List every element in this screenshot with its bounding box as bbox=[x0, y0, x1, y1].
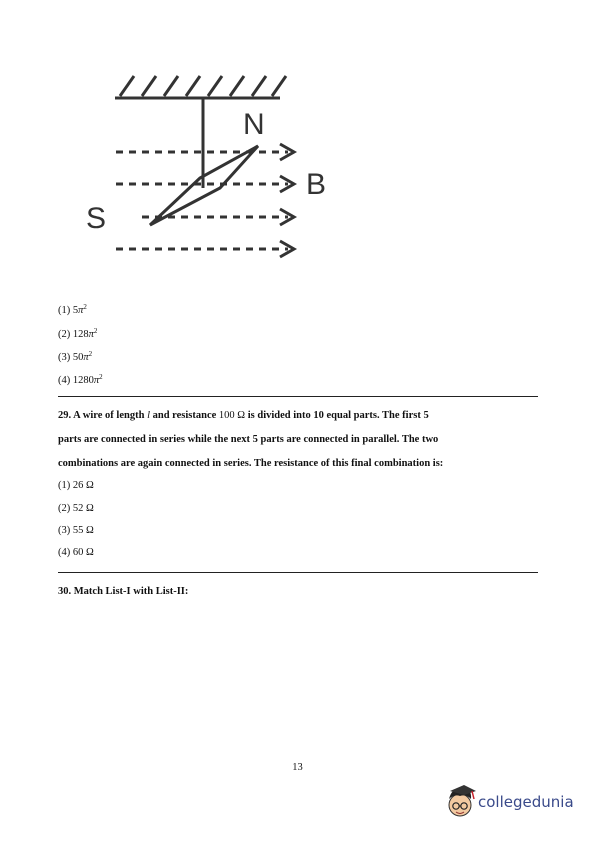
q29-question-line-1: 29. A wire of length l and resistance 100 Ω is divided into 10 equal parts. The first 5 bbox=[58, 410, 429, 421]
q30-question: 30. Match List-I with List-II: bbox=[58, 586, 189, 597]
option-value: 50 bbox=[72, 352, 84, 363]
length-variable: l bbox=[147, 410, 150, 421]
option-exponent: 2 bbox=[88, 350, 93, 358]
option-number: (1) bbox=[58, 305, 71, 316]
field-arrowheads bbox=[280, 144, 294, 257]
option-value: 128 bbox=[72, 329, 89, 340]
q28-option-2 bbox=[58, 327, 97, 340]
q29-option-4: (4) 60 Ω bbox=[58, 547, 94, 558]
q29-option-2: (2) 52 Ω bbox=[58, 503, 94, 514]
page-number: 13 bbox=[292, 762, 303, 773]
q28-option-1 bbox=[58, 303, 87, 316]
option-value: 1280 bbox=[72, 375, 94, 386]
option-exponent: 2 bbox=[99, 373, 103, 381]
option-exponent: 2 bbox=[93, 327, 98, 335]
option-number: (3) bbox=[58, 352, 71, 363]
magnetic-field-figure bbox=[80, 60, 360, 275]
q29-option-1: (1) 26 Ω bbox=[58, 480, 94, 491]
option-number: (4) bbox=[58, 375, 71, 386]
collegedunia-logo-text: collegedunia bbox=[478, 793, 574, 811]
q28-option-3 bbox=[58, 350, 92, 363]
ceiling-hatching bbox=[120, 76, 286, 96]
pi-symbol: π bbox=[93, 375, 100, 386]
option-value: 5 bbox=[72, 305, 79, 316]
divider bbox=[58, 572, 538, 573]
pi-symbol: π bbox=[88, 329, 94, 340]
pi-symbol: π bbox=[78, 305, 84, 316]
label-s: S bbox=[86, 202, 107, 235]
label-n: N bbox=[243, 108, 265, 141]
option-exponent: 2 bbox=[83, 303, 87, 311]
q29-option-3: (3) 55 Ω bbox=[58, 525, 94, 536]
resistance-value: 100 Ω bbox=[218, 410, 246, 421]
pi-symbol: π bbox=[83, 352, 89, 363]
q28-option-4 bbox=[58, 373, 103, 386]
label-b: B bbox=[306, 168, 327, 201]
option-number: (2) bbox=[58, 329, 71, 340]
divider bbox=[58, 396, 538, 397]
q29-question-line-2: parts are connected in series while the next 5 parts are connected in parallel. The two bbox=[58, 434, 439, 445]
q29-question-line-3: combinations are again connected in series. The resistance of this final combination is: bbox=[58, 458, 444, 469]
